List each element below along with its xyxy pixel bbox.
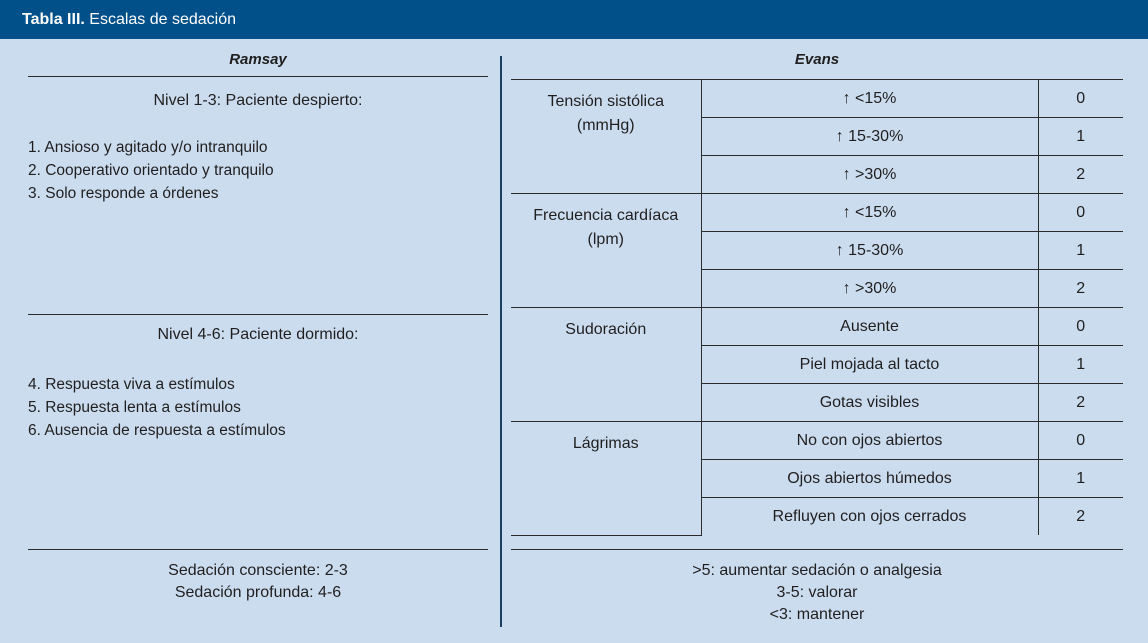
evans-category: Sudoración (511, 308, 701, 422)
evans-criterion: Ojos abiertos húmedos (701, 460, 1038, 498)
evans-criterion: ↑ >30% (701, 270, 1038, 308)
evans-table (511, 80, 1123, 536)
evans-criterion: ↑ >30% (701, 156, 1038, 194)
ramsay-footer-line: Sedación profunda: 4-6 (174, 584, 342, 601)
evans-score: 1 (1038, 118, 1123, 156)
evans-score: 1 (1038, 346, 1123, 384)
evans-criterion: Piel mojada al tacto (701, 346, 1038, 384)
list-item: 3. Solo responde a órdenes (28, 185, 219, 202)
evans-score: 0 (1038, 422, 1123, 460)
evans-score: 1 (1038, 460, 1123, 498)
table-title-text: Escalas de sedación (84, 11, 237, 28)
evans-score: 2 (1076, 507, 1086, 525)
evans-criterion: Ausente (701, 308, 1038, 346)
evans-footer-line: <3: mantener (769, 606, 865, 623)
ramsay-footer-rule (28, 549, 488, 550)
ramsay-header-rule (28, 76, 488, 77)
evans-score: 0 (1038, 308, 1123, 346)
table-row (511, 80, 1123, 118)
ramsay-group1-heading: Nivel 1-3: Paciente despierto: (153, 92, 363, 109)
list-item: 5. Respuesta lenta a estímulos (28, 399, 241, 416)
evans-footer (511, 560, 1123, 626)
column-divider (500, 56, 502, 627)
ramsay-group2-list (28, 373, 286, 442)
list-item: 1. Ansioso y agitado y/o intranquilo (28, 139, 268, 156)
table-title-number: Tabla III. (22, 11, 85, 28)
table-title-bar (0, 0, 1148, 39)
table-row (511, 308, 1123, 346)
ramsay-header: Ramsay (229, 51, 287, 68)
evans-score: 2 (1038, 156, 1123, 194)
evans-score: 1 (1038, 232, 1123, 270)
evans-criterion: ↑ 15-30% (701, 232, 1038, 270)
evans-footer-line: 3-5: valorar (776, 584, 858, 601)
evans-criterion: Refluyen con ojos cerrados (701, 498, 1038, 536)
evans-criterion: ↑ 15-30% (701, 118, 1038, 156)
evans-criterion: ↑ <15% (701, 194, 1038, 232)
evans-score: 0 (1038, 80, 1123, 118)
evans-footer-rule (511, 549, 1123, 550)
ramsay-footer-line: Sedación consciente: 2-3 (168, 562, 348, 579)
ramsay-group2-heading: Nivel 4-6: Paciente dormido: (157, 326, 359, 343)
evans-score: 0 (1038, 194, 1123, 232)
list-item: 4. Respuesta viva a estímulos (28, 376, 235, 393)
evans-header: Evans (794, 51, 840, 68)
ramsay-group-rule (28, 314, 488, 315)
ramsay-group1-list (28, 136, 274, 205)
table-title (22, 0, 236, 39)
ramsay-footer (28, 560, 488, 604)
evans-category: Tensión sistólica (mmHg) (511, 80, 701, 194)
table-row (511, 194, 1123, 232)
evans-score: 2 (1038, 384, 1123, 422)
evans-footer-line: >5: aumentar sedación o analgesia (692, 562, 942, 579)
list-item: 6. Ausencia de respuesta a estímulos (28, 422, 286, 439)
evans-score: 2 (1038, 270, 1123, 308)
evans-category: Lágrimas (511, 422, 701, 536)
evans-criterion: ↑ <15% (701, 80, 1038, 118)
evans-category: Frecuencia cardíaca (lpm) (511, 194, 701, 308)
evans-criterion: Gotas visibles (701, 384, 1038, 422)
table-row (511, 422, 1123, 460)
list-item: 2. Cooperativo orientado y tranquilo (28, 162, 274, 179)
evans-criterion: No con ojos abiertos (701, 422, 1038, 460)
